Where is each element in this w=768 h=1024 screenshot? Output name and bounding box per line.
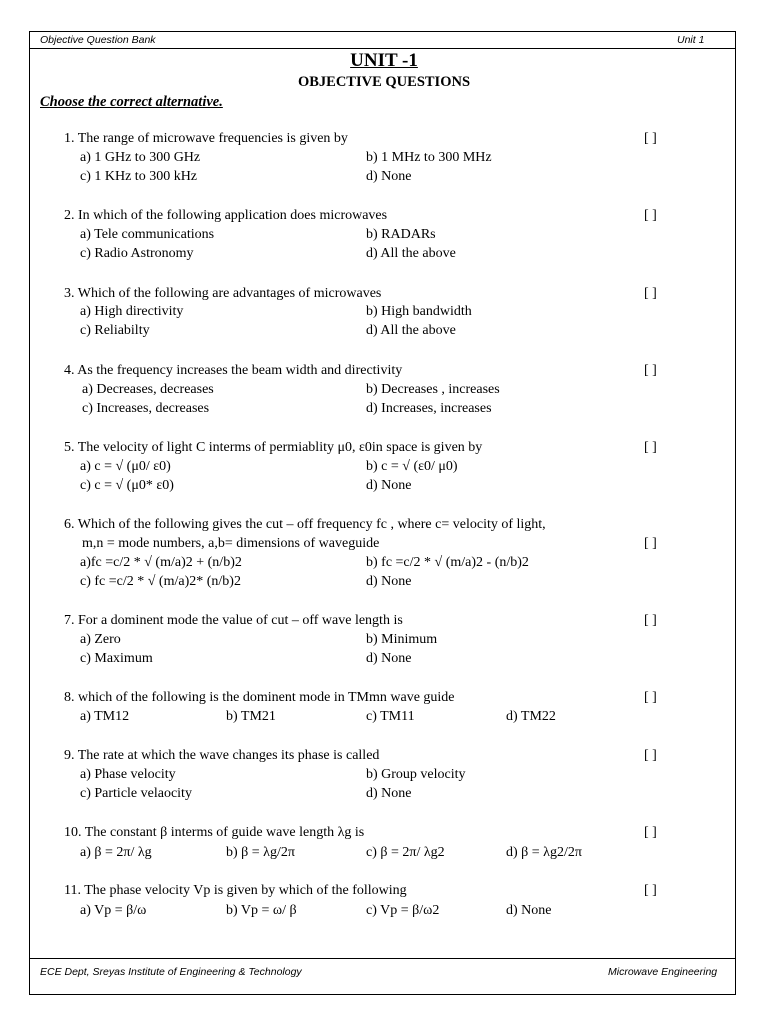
option: b) fc =c/2 * √ (m/a)2 - (n/b)2 <box>366 555 529 570</box>
option: b) TM21 <box>226 709 276 724</box>
option: a) TM12 <box>80 709 130 724</box>
option: c) Particle velaocity <box>80 786 192 801</box>
header-left: Objective Question Bank <box>40 34 156 46</box>
page-subtitle: OBJECTIVE QUESTIONS <box>297 74 471 90</box>
option: d) None <box>366 169 412 184</box>
answer-bracket[interactable]: [ ] <box>644 131 657 146</box>
question-text: 5. The velocity of light C interms of permiablity μ0, ε0in space is given by <box>64 440 483 455</box>
answer-bracket[interactable]: [ ] <box>644 440 657 455</box>
question-text: 10. The constant β interms of guide wave length λg is <box>64 825 365 840</box>
option: a) 1 GHz to 300 GHz <box>80 150 201 165</box>
option: d) None <box>366 574 412 589</box>
question-text: 8. which of the following is the dominent mode in TMmn wave guide <box>64 690 455 705</box>
option: a) Decreases, decreases <box>82 382 214 397</box>
footer-divider <box>29 958 736 959</box>
question-text: 4. As the frequency increases the beam width and directivity <box>64 363 403 378</box>
option: a) High directivity <box>80 304 184 319</box>
question-text: 3. Which of the following are advantages of microwaves <box>64 286 382 301</box>
header-right: Unit 1 <box>677 34 705 46</box>
answer-bracket[interactable]: [ ] <box>644 208 657 223</box>
option: d) None <box>366 651 412 666</box>
option: d) β = λg2/2π <box>506 845 582 860</box>
header-divider <box>29 48 736 49</box>
option: b) 1 MHz to 300 MHz <box>366 150 492 165</box>
answer-bracket[interactable]: [ ] <box>644 883 657 898</box>
option: a) Zero <box>80 632 121 647</box>
question-text: 6. Which of the following gives the cut – off frequency fc , where c= velocity of light, <box>64 517 546 532</box>
option: b) High bandwidth <box>366 304 472 319</box>
option: b) Vp = ω/ β <box>226 903 297 918</box>
option: c) c = √ (μ0* ε0) <box>80 478 174 493</box>
option: b) Decreases , increases <box>366 382 500 397</box>
option: b) β = λg/2π <box>226 845 295 860</box>
option: b) RADARs <box>366 227 436 242</box>
answer-bracket[interactable]: [ ] <box>644 748 657 763</box>
answer-bracket[interactable]: [ ] <box>644 363 657 378</box>
option: a) β = 2π/ λg <box>80 845 152 860</box>
option: c) 1 KHz to 300 kHz <box>80 169 198 184</box>
option: c) Reliabilty <box>80 323 150 338</box>
option: d) None <box>506 903 552 918</box>
option: a) c = √ (μ0/ ε0) <box>80 459 171 474</box>
option: a) Vp = β/ω <box>80 903 147 918</box>
option: c) TM11 <box>366 709 415 724</box>
option: c) Vp = β/ω2 <box>366 903 440 918</box>
footer-right: Microwave Engineering <box>608 966 718 978</box>
question-text: 7. For a dominent mode the value of cut – off wave length is <box>64 613 403 628</box>
option: d) All the above <box>366 246 456 261</box>
question-text-continued: m,n = mode numbers, a,b= dimensions of waveguide <box>82 536 380 551</box>
option: c) Maximum <box>80 651 153 666</box>
answer-bracket[interactable]: [ ] <box>644 536 657 551</box>
answer-bracket[interactable]: [ ] <box>644 286 657 301</box>
option: c) β = 2π/ λg2 <box>366 845 445 860</box>
option: a)fc =c/2 * √ (m/a)2 + (n/b)2 <box>80 555 242 570</box>
option: a) Tele communications <box>80 227 215 242</box>
option: a) Phase velocity <box>80 767 176 782</box>
answer-bracket[interactable]: [ ] <box>644 690 657 705</box>
page-title: UNIT -1 <box>350 50 418 71</box>
option: b) c = √ (ε0/ μ0) <box>366 459 458 474</box>
answer-bracket[interactable]: [ ] <box>644 825 657 840</box>
option: d) None <box>366 786 412 801</box>
option: d) Increases, increases <box>366 401 492 416</box>
option: c) Increases, decreases <box>82 401 210 416</box>
option: d) TM22 <box>506 709 556 724</box>
instruction: Choose the correct alternative. <box>40 94 223 110</box>
question-text: 9. The rate at which the wave changes its phase is called <box>64 748 380 763</box>
option: d) All the above <box>366 323 456 338</box>
footer-left: ECE Dept, Sreyas Institute of Engineering & Technology <box>40 966 302 978</box>
option: d) None <box>366 478 412 493</box>
answer-bracket[interactable]: [ ] <box>644 613 657 628</box>
question-text: 11. The phase velocity Vp is given by which of the following <box>64 883 407 898</box>
option: c) fc =c/2 * √ (m/a)2* (n/b)2 <box>80 574 241 589</box>
question-text: 2. In which of the following application does microwaves <box>64 208 388 223</box>
option: c) Radio Astronomy <box>80 246 194 261</box>
question-text: 1. The range of microwave frequencies is given by <box>64 131 348 146</box>
option: b) Minimum <box>366 632 438 647</box>
option: b) Group velocity <box>366 767 466 782</box>
